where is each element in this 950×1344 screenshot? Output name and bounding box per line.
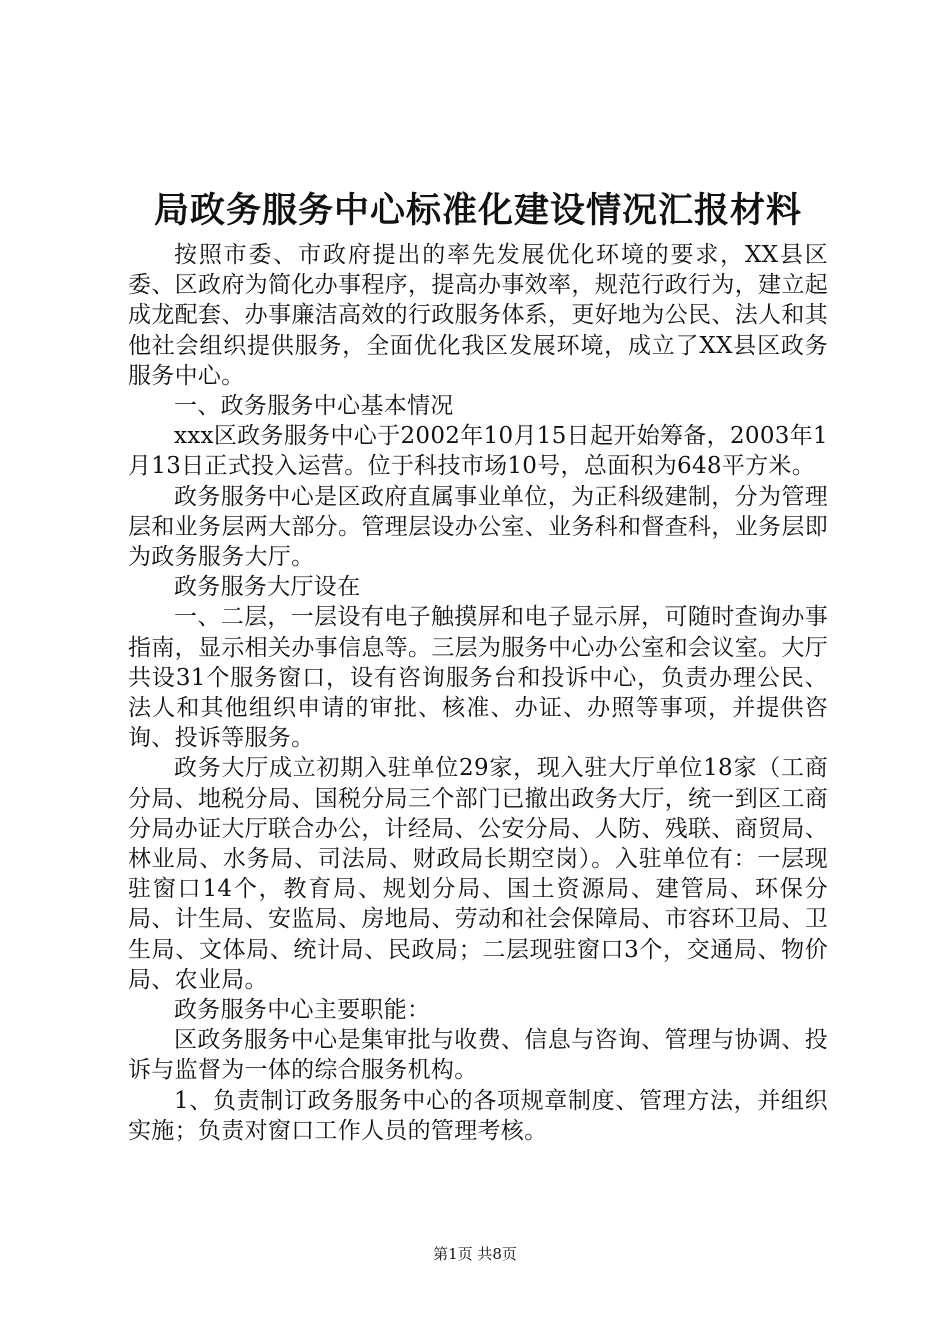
paragraph-section-heading-basic: 一、政务服务中心基本情况 <box>174 393 454 420</box>
document-title: 局政务服务中心标准化建设情况汇报材料 <box>153 190 802 231</box>
paragraph-intro: 按照市委、市政府提出的率先发展优化环境的要求，XX县区委、区政府为简化办事程序，提高办事效率，规范行政行为，建立起成龙配套、办事廉洁高效的行政服务体系，更好地为公民、法人和其他社会组织提供服务，全面优化我区发展环境，成立了XX县区政务服务中心。 <box>128 242 828 389</box>
paragraph-hall-location: 政务服务大厅设在 <box>174 574 361 601</box>
paragraph-function-1: 1、负责制订政务服务中心的各项规章制度、管理方法，并组织实施；负责对窗口工作人员的管理考核。 <box>128 1087 828 1144</box>
paragraph-units: 政务大厅成立初期入驻单位29家，现入驻大厅单位18家（工商分局、地税分局、国税分局三个部门已撤出政务大厅，统一到区工商分局办证大厅联合办公，计经局、公安分局、人防、残联、商贸局、林业局、水务局、司法局、财政局长期空岗）。入驻单位有：一层现驻窗口14个，教育局、规划分局、国土资源局、建管局、环保分局、计生局、安监局、房地局、劳动和社会保障局、市容环卫局、卫生局、文体局、统计局、民政局；二层现驻窗口3个，交通局、物价局、农业局。 <box>128 755 828 993</box>
paragraph-functions-summary: 区政务服务中心是集审批与收费、信息与咨询、管理与协调、投诉与监督为一体的综合服务机构。 <box>128 1027 828 1084</box>
page-number-footer: 第1页 共8页 <box>433 1245 517 1263</box>
document-page <box>128 190 828 1146</box>
paragraph-structure: 政务服务中心是区政府直属事业单位，为正科级建制，分为管理层和业务层两大部分。管理层设办公室、业务科和督查科，业务层即为政务服务大厅。 <box>128 483 828 571</box>
paragraph-functions-heading: 政务服务中心主要职能： <box>174 997 431 1024</box>
paragraph-hall-floors: 一、二层，一层设有电子触摸屏和电子显示屏，可随时查询办事指南，显示相关办事信息等。三层为服务中心办公室和会议室。大厅共设31个服务窗口，设有咨询服务台和投诉中心，负责办理公民、法人和其他组织申请的审批、核准、办证、办照等事项，并提供咨询、投诉等服务。 <box>128 604 828 752</box>
paragraph-founding: xxx区政务服务中心于2002年10月15日起开始筹备，2003年1月13日正式投入运营。位于科技市场10号，总面积为648平方米。 <box>128 423 828 480</box>
